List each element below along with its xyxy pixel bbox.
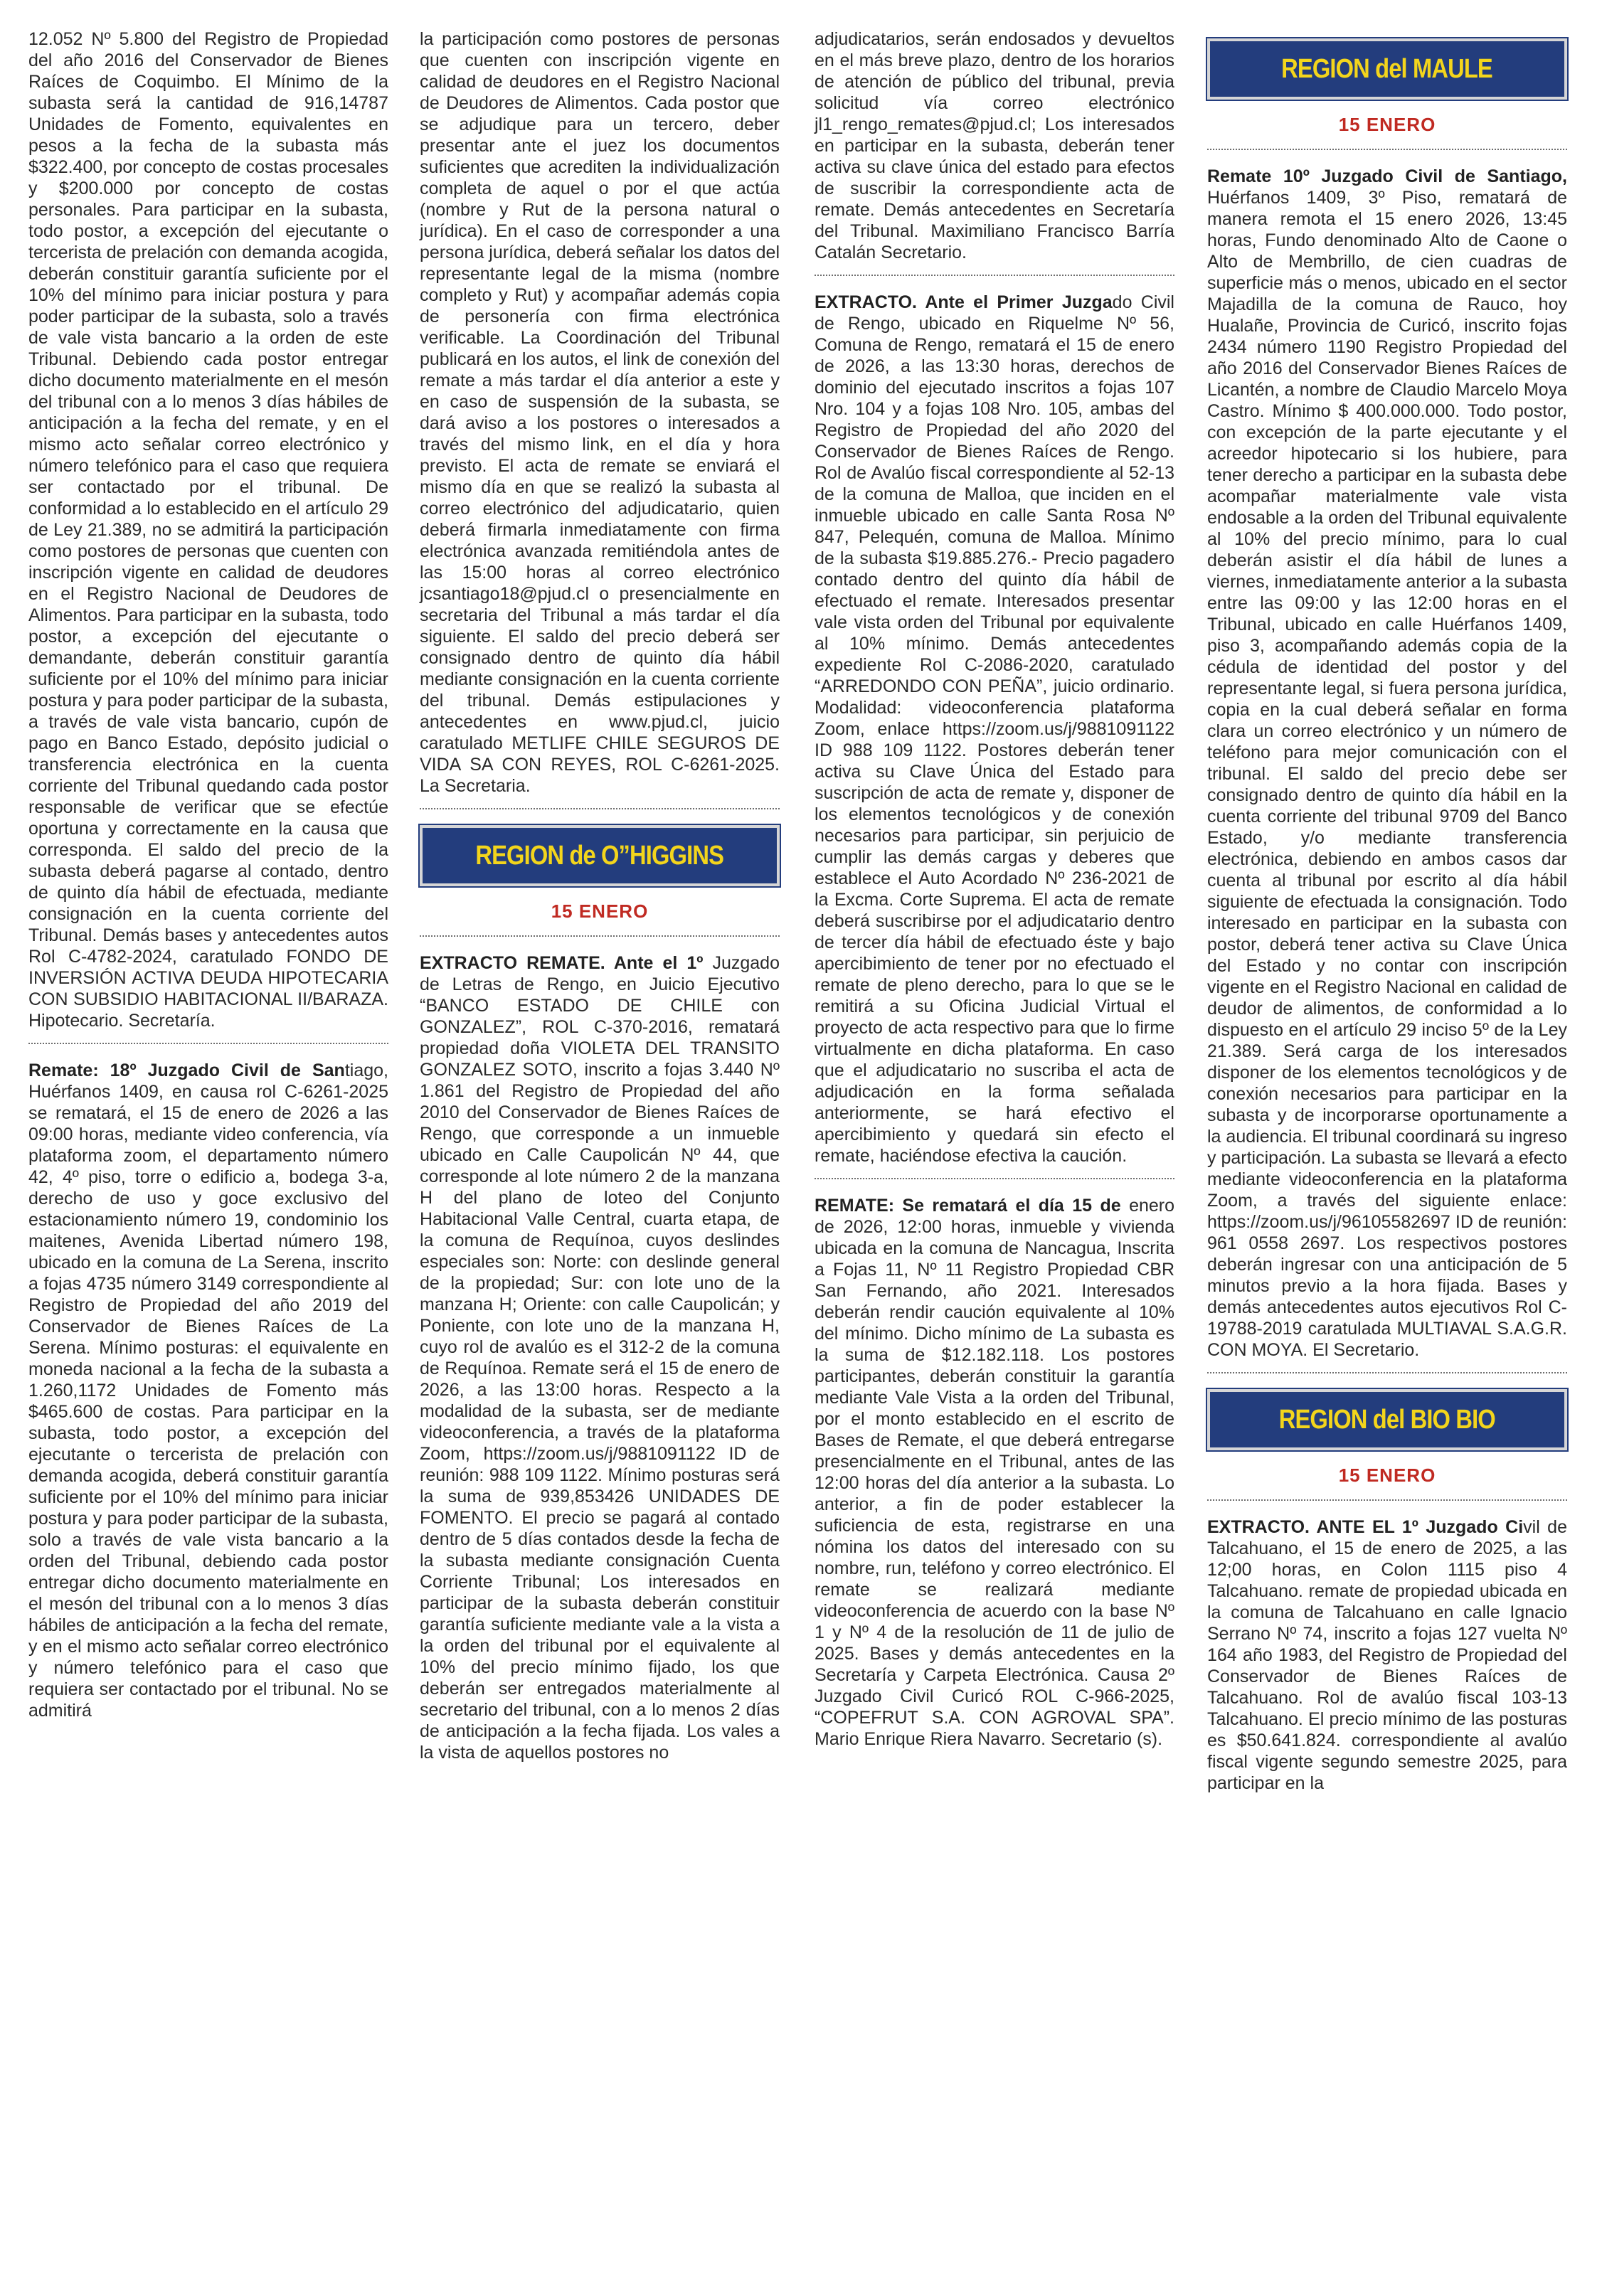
- divider: [815, 275, 1174, 276]
- notice-extracto-primer-juzgado-rengo: [815, 292, 1174, 1166]
- notice-text: adjudicatarios, serán endosados y devueltos en el más breve plazo, dentro de los horarios de atención de público del tribunal, previa solicitud vía correo electrónico jl1_rengo_remates@pjud.cl; Los interesados en participar en la subasta, deberán tener activa su clave única del estado para efectos de suscribir la correspondiente acta de remate. Demás antecedentes en Secretaría del Tribunal. Maximiliano Francisco Barría Catalán Secretario.: [815, 29, 1174, 262]
- notice-body: vil de Talcahuano, el 15 de enero de 2025, a las 12;00 horas, en Colon 1115 piso 4 Talcahuano. remate de propiedad ubicada en la comuna de Talcahuano en calle Ignacio Serrano Nº 74, inscrito a fojas 127 vuelta Nº 164 año 1983, del Registro de Propiedad del Conservador de Bienes Raíces de Talcahuano. Rol de avalúo fiscal 103-13 Talcahuano. El precio mínimo de las posturas es $50.641.824. correspondiente al avalúo fiscal vigente segundo semestre 2025, para participar en la: [1207, 1517, 1567, 1793]
- divider: [420, 935, 780, 937]
- notice-body: tiago, Huérfanos 1409, en causa rol C-6261-2025 se rematará, el 15 de enero de 2026 a las 09:00 horas, mediante video conferencia, vía plataforma zoom, el departamento número 42, 4º piso, torre o edificio a, bodega 3-a, derecho de uso y goce exclusivo del estacionamiento número 19, condominio los maitenes, Avenida Libertad número 198, ubicado en la comuna de La Serena, inscrito a fojas 4735 número 3149 correspondiente al Registro de Propiedad del año 2019 del Conservador de Bienes Raíces de La Serena. Mínimo posturas: el equivalente en moneda nacional a la fecha de la subasta a 1.260,1172 Unidades de Fomento más $465.600 de costas. Para participar en la subasta, todo postor, a excepción del ejecutante o tercerista de prelación con demanda acogida, deberá constituir garantía suficiente por el 10% del mínimo para iniciar postura y para poder participar de la subasta, solo a través de vale vista bancario a la orden del Tribunal, debiendo cada postor entregar dicho documento materialmente en el mesón del tribunal con a lo menos 3 días hábiles de anticipación a la fecha del remate, y en el mismo acto señalar correo electrónico y número telefónico para el caso que requiera ser contactado por el tribunal. No se admitirá: [28, 1061, 388, 1721]
- column-2: [420, 28, 780, 1763]
- notice-text: 12.052 Nº 5.800 del Registro de Propiedad del año 2016 del Conservador de Bienes Raíces de Coquimbo. El Mínimo de la subasta será la cantidad de 916,14787 Unidades de Fomento, equivalentes en pesos a la fecha de la subasta más $322.400, por concepto de costas procesales y $200.000 por concepto de costas personales. Para participar en la subasta, todo postor, a excepción del ejecutante o tercerista de prelación con demanda acogida, deberán constituir garantía suficiente por el 10% del mínimo para iniciar postura y para poder participar de la subasta, solo a través de vale vista bancario a la orden de este Tribunal. Debiendo cada postor entregar dicho documento materialmente en el mesón del tribunal con a lo menos 3 días hábiles de anticipación a la fecha del remate, y en el mismo acto señalar correo electrónico y número telefónico para el caso que requiera ser contactado por el tribunal. De conformidad a lo establecido en el artículo 29 de Ley 21.389, no se admitirá la participación como postores de personas que cuenten con inscripción vigente en calidad de deudores en el Registro Nacional de Deudores de Alimentos. Para participar en la subasta, todo postor, a excepción del ejecutante o demandante, deberán constituir garantía suficiente por el 10% del mínimo para iniciar postura y para poder participar de la subasta, a través de vale vista bancario, cupón de pago en Banco Estado, depósito judicial o transferencia electrónica en la cuenta corriente del Tribunal quedando cada postor responsable de verificar que se efectúe oportuna y correctamente en la causa que corresponda. El saldo del precio de la subasta deberá pagarse al contado, dentro de quinto día hábil de efectuada, mediante consignación en la cuenta corriente del Tribunal. Demás bases y antecedentes autos Rol C-4782-2024, caratulado FONDO DE INVERSIÓN ACTIVA DEUDA HIPOTECARIA CON SUBSIDIO HABITACIONAL II/BARAZA. Hipotecario. Secretaría.: [28, 29, 388, 1031]
- section-date: 15 ENERO: [1338, 1465, 1436, 1486]
- column-3: [815, 28, 1174, 1750]
- notice-lead: EXTRACTO REMATE. Ante el 1º: [420, 953, 704, 973]
- section-date: 15 ENERO: [1338, 114, 1436, 135]
- banner-title: REGION de O”HIGGINS: [475, 840, 724, 871]
- notice-extracto-talcahuano: [1207, 1516, 1567, 1794]
- region-biobio-banner: [1207, 1389, 1567, 1450]
- notice-lead: EXTRACTO. ANTE EL 1º Juzgado Ci: [1207, 1517, 1524, 1537]
- divider: [28, 1043, 388, 1044]
- notice-lead: Remate 10º Juzgado Civil de Santiago,: [1207, 166, 1567, 186]
- banner-title: REGION del MAULE: [1281, 53, 1493, 84]
- notice-body: enero de 2026, 12:00 horas, inmueble y vivienda ubicada en la comuna de Nancagua, Inscrita a Fojas 11, Nº 11 Registro Propiedad CBR San Fernando, año 2021. Interesados deberán rendir caución equivalente al 10% del mínimo. Dicho mínimo de La subasta es la suma de $12.182.118. Los postores participantes, deberán constituir la garantía mediante Vale Vista a la orden del Tribunal, por el monto establecido en el escrito de Bases de Remate, el que deberá entregarse presencialmente en el Tribunal, antes de las 12:00 horas del día anterior a la subasta. Lo anterior, a fin de poder establecer la suficiencia de esta, registrarse en una nómina los datos del interesado con su nombre, run, teléfono y correo electrónico. El remate se realizará mediante videoconferencia de acuerdo con la base Nº 1 y Nº 4 de la resolución de 11 de julio de 2025. Bases y demás antecedentes en la Secretaría y Carpeta Electrónica. Causa 2º Juzgado Civil Curicó ROL C-966-2025, “COPEFRUT S.A. CON AGROVAL SPA”. Mario Enrique Riera Navarro. Secretario (s).: [815, 1196, 1175, 1749]
- notice-lead: EXTRACTO. Ante el Primer Juzga: [815, 292, 1113, 312]
- column-4: [1207, 28, 1567, 1794]
- notice-text: la participación como postores de personas que cuenten con inscripción vigente en calidad de deudores en el Registro Nacional de Deudores de Alimentos. Cada postor que se adjudique para un tercero, deber presentar ante el juez los documentos suficientes que acrediten la individualización completa de aquel o por el que actúa (nombre y Rut de la persona natural o jurídica). En el caso de corresponder a una persona jurídica, deberá señalar los datos del representante legal de la misma (nombre completo y Rut) y acompañar además copia de personería con firma electrónica verificable. La Coordinación del Tribunal publicará en los autos, el link de conexión del remate a más tardar el día anterior a este y en caso de suspensión de la subasta, se dará aviso a los postores o interesados a través del mismo link, en el día y hora previsto. El acta de remate se enviará el mismo día en que se realizó la subasta al correo electrónico del adjudicatario, quien deberá firmarla inmediatamente con firma electrónica avanzada remitiéndola antes de las 15:00 horas al correo electrónico jcsantiago18@pjud.cl o presencialmente en secretaria del Tribunal a más tardar el día siguiente. El saldo del precio deberá ser consignado dentro de quinto día hábil mediante consignación en la cuenta corriente del tribunal. Demás estipulaciones y antecedentes en www.pjud.cl, juicio caratulado METLIFE CHILE SEGUROS DE VIDA SA CON REYES, ROL C-6261-2025. La Secretaria.: [420, 29, 780, 796]
- notice-body: Huérfanos 1409, 3º Piso, rematará de manera remota el 15 enero 2026, 13:45 horas, Fundo denominado Alto de Caone o Alto de Membrillo, de cien cuadras de superficie más o menos, ubicado en el sector Majadilla de la comuna de Rauco, hoy Hualañe, Provincia de Curicó, inscrito fojas 2434 número 1190 Registro Propiedad del año 2016 del Conservador Bienes Raíces de Licantén, a nombre de Claudio Marcelo Moya Castro. Mínimo $ 400.000.000. Todo postor, con excepción de la parte ejecutante y el acreedor hipotecario si los hubiere, para tener derecho a participar en la subasta debe acompañar materialmente vale vista endosable a la orden del Tribunal equivalente al 10% del precio mínimo, para lo cual deberán asistir el día hábil de lunes a viernes, inmediatamente anterior a la subasta entre las 09:00 y las 12:00 horas en el Tribunal, ubicado en calle Huérfanos 1409, piso 3, acompañando además copia de la cédula de identidad del postor y del representante legal, si fuera persona jurídica, copia en la cual deberá señalar en forma clara un correo electrónico y un número de teléfono para mejor comunicación con el tribunal. El saldo del precio debe ser consignado dentro de quinto día hábil en la cuenta corriente del tribunal 9709 del Banco Estado, y/o mediante transferencia electrónica, debiendo en ambos casos dar cuenta al tribunal por escrito al día hábil siguiente de efectuada la consignación. Todo interesado en participar en la subasta con postor, deberá tener activa su Clave Única del Estado y no contar con inscripción vigente en el Registro Nacional en calidad de deudor de alimentos, de conformidad a lo dispuesto en el artículo 29 inciso 5º de la Ley 21.389. Será carga de los interesados disponer de los elementos tecnológicos y de conexión necesarios para participar en la subasta y de incorporarse oportunamente a la audiencia. El tribunal coordinará su ingreso y participación. La subasta se llevará a efecto mediante videoconferencia en la plataforma Zoom, a través del siguiente enlace: https://zoom.us/j/96105582697 ID de reunión: 961 0558 2697. Los respectivos postores deberán ingresar con una anticipación de 5 minutos previo a la hora fijada. Bases y demás antecedentes autos ejecutivos Rol C-19788-2019 caratulada MULTIAVAL S.A.G.R. CON MOYA. El Secretario.: [1207, 188, 1567, 1360]
- region-maule-banner: [1207, 38, 1567, 100]
- notice-extracto-remate-rengo: [420, 952, 780, 1763]
- divider: [1207, 1372, 1567, 1373]
- column-1: [28, 28, 388, 1721]
- section-date: 15 ENERO: [551, 900, 649, 922]
- divider: [420, 808, 780, 809]
- banner-title: REGION del BIO BIO: [1278, 1404, 1496, 1435]
- region-ohiggins-banner: [420, 825, 780, 886]
- notice-remate-18-juzgado: [28, 1060, 388, 1721]
- notice-lead: Remate: 18º Juzgado Civil de San: [28, 1061, 345, 1080]
- notice-remate-10-juzgado: [1207, 166, 1567, 1361]
- divider: [1207, 149, 1567, 150]
- divider: [815, 1178, 1174, 1179]
- notice-body: do Civil de Rengo, ubicado en Riquelme Nº 56, Comuna de Rengo, rematará el 15 de enero de 2026, a las 13:30 horas, derechos de dominio del ejecutado inscritos a fojas 107 Nro. 104 y a fojas 108 Nro. 105, ambas del Registro de Propiedad del año 2020 del Conservador de Bienes Raíces de Rengo. Rol de Avalúo fiscal correspondiente al 52-13 de la comuna de Malloa, que inciden en el inmueble ubicado en calle Santa Rosa Nº 847, Pelequén, comuna de Malloa. Mínimo de la subasta $19.885.276.- Precio pagadero contado dentro del quinto día hábil de efectuado el remate. Interesados presentar vale vista orden del Tribunal por equivalente al 10% mínimo. Demás antecedentes expediente Rol C-2086-2020, caratulado “ARREDONDO CON PEÑA”, juicio ordinario. Modalidad: videoconferencia plataforma Zoom, enlace https://zoom.us/j/9881091122 ID 988 109 1122. Postores deberán tener activa su Clave Única del Estado para suscripción de acta de remate y, disponer de los elementos tecnológicos y de conexión necesarios para participar, sin perjuicio de cumplir las demás cargas y deberes que establece el Auto Acordado Nº 236-2021 de la Excma. Corte Suprema. El acta de remate deberá suscribirse por el adjudicatario dentro de tercer día hábil de efectuado éste y bajo apercibimiento de tener por no efectuado el remate de pleno derecho, para lo que se le remitirá a su Oficina Judicial Virtual el proyecto de acta respectivo para que lo firme virtualmente en dicha plataforma. En caso que el adjudicatario no suscriba el acta de adjudicación en la forma señalada anteriormente, se hará efectivo el apercibimiento y quedará sin efecto el remate, haciéndose efectiva la caución.: [815, 292, 1174, 1166]
- divider: [1207, 1499, 1567, 1501]
- notice-body: Juzgado de Letras de Rengo, en Juicio Ejecutivo “BANCO ESTADO DE CHILE con GONZALEZ”, ROL C-370-2016, rematará propiedad doña VIOLETA DEL TRANSITO GONZALEZ SOTO, inscrito a fojas 3.440 Nº 1.861 del Registro de Propiedad del año 2010 del Conservador de Bienes Raíces de Rengo, que corresponde a un inmueble ubicado en Calle Caupolicán Nº 44, que corresponde al lote número 2 de la manzana H del plano de loteo del Conjunto Habitacional Valle Central, cuarta etapa, de la comuna de Requínoa, cuyos deslindes especiales son: Norte: con deslinde general de la propiedad; Sur: con lote uno de la manzana H; Oriente: con calle Caupolicán; y Poniente, con lote uno de la manzana H, cuyo rol de avalúo es el 312-2 de la comuna de Requínoa. Remate será el 15 de enero de 2026, a las 13:00 horas. Respecto a la modalidad de la subasta, ser de mediante videoconferencia, a través de la plataforma Zoom, https://zoom.us/j/9881091122 ID de reunión: 988 109 1122. Mínimo posturas será la suma de 939,853426 UNIDADES DE FOMENTO. El precio se pagará al contado dentro de 5 días contados desde la fecha de la subasta mediante consignación Cuenta Corriente Tribunal; Los interesados en participar de la subasta deberán constituir garantía suficiente mediante vale a la vista a la orden del tribunal por el equivalente al 10% del precio mínimo fijado, los que deberán ser entregados materialmente al secretario del tribunal, con a lo menos 2 días de anticipación a la fecha fijada. Los vales a la vista de aquellos postores no: [420, 953, 780, 1763]
- notice-lead: REMATE: Se rematará el día 15 de: [815, 1196, 1121, 1216]
- notice-remate-nancagua: [815, 1195, 1174, 1750]
